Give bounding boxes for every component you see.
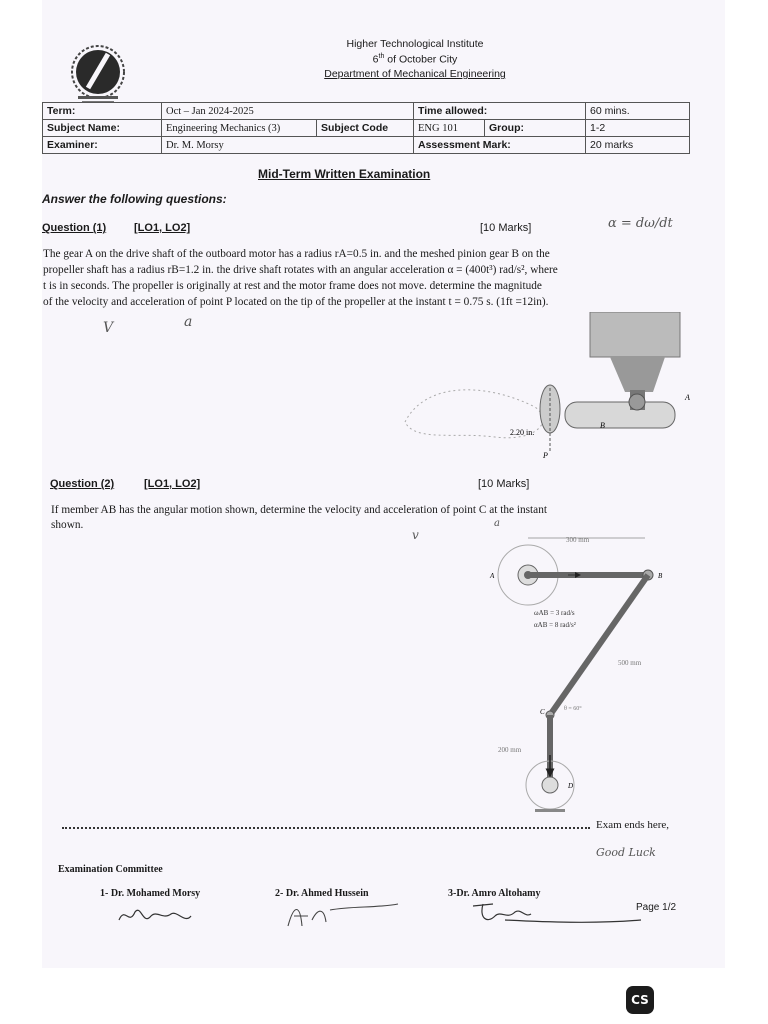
exam-info-table bbox=[42, 102, 690, 154]
label-C: C bbox=[540, 708, 545, 716]
term-label: Term: bbox=[43, 103, 162, 120]
institute-name: Higher Technological Institute bbox=[346, 38, 484, 50]
label-A: A bbox=[490, 572, 495, 580]
subject-label: Subject Name: bbox=[43, 120, 162, 137]
omega-ab: ωAB = 3 rad/s bbox=[534, 609, 575, 617]
alpha-ab: αAB = 8 rad/s² bbox=[534, 621, 576, 629]
examiner-value: Dr. M. Morsy bbox=[162, 137, 414, 154]
city-line: 6th of October City bbox=[372, 53, 458, 66]
good-luck-text: Good Luck bbox=[596, 846, 656, 859]
dim-500: 500 mm bbox=[618, 659, 642, 667]
assessment-mark-value: 20 marks bbox=[586, 137, 690, 154]
q1-lo: [LO1, LO2] bbox=[134, 222, 191, 234]
page-number: Page 1/2 bbox=[636, 902, 677, 913]
theta-60: θ = 60° bbox=[564, 706, 582, 712]
handwritten-a-q2: a bbox=[494, 518, 500, 529]
fig-label-A: A bbox=[685, 393, 690, 402]
fig-label-P: P bbox=[543, 451, 548, 460]
handwritten-a: a bbox=[184, 314, 193, 330]
handwritten-v-q2: v bbox=[412, 528, 419, 542]
q2-label: Question (2) bbox=[50, 478, 115, 490]
committee-title: Examination Committee bbox=[58, 864, 163, 875]
dim-200: 200 mm bbox=[498, 746, 522, 754]
signature-1 bbox=[115, 902, 195, 932]
handwritten-alpha-note: α = dω/dt bbox=[608, 216, 673, 231]
handwritten-v: V bbox=[103, 320, 114, 336]
q2-lo: [LO1, LO2] bbox=[144, 478, 201, 490]
fig-dim-220: 2.20 in. bbox=[510, 428, 535, 437]
group-value: 1-2 bbox=[586, 120, 690, 137]
subject-value: Engineering Mechanics (3) bbox=[162, 120, 317, 137]
institute-logo bbox=[64, 44, 132, 106]
signature-2 bbox=[282, 898, 402, 932]
department-name: Department of Mechanical Engineering bbox=[324, 68, 506, 80]
q2-text-line-1: If member AB has the angular motion shown, determine the velocity and acceleration of point C at the instant bbox=[51, 504, 547, 516]
fig-label-B: B bbox=[600, 421, 605, 430]
group-label: Group: bbox=[485, 120, 586, 137]
label-D: D bbox=[568, 782, 574, 790]
dim-300: 300 mm bbox=[566, 536, 590, 544]
examiner-label: Examiner: bbox=[43, 137, 162, 154]
assessment-mark-label: Assessment Mark: bbox=[414, 137, 586, 154]
exam-ends-text: Exam ends here, bbox=[596, 819, 669, 831]
label-B: B bbox=[658, 572, 663, 580]
subject-code-label: Subject Code bbox=[317, 120, 414, 137]
exam-title: Mid-Term Written Examination bbox=[258, 167, 431, 181]
committee-member-3: 3-Dr. Amro Altohamy bbox=[448, 888, 541, 899]
time-value: 60 mins. bbox=[586, 103, 690, 120]
q1-text-line-2: propeller shaft has a radius rB=1.2 in. the drive shaft rotates with an angular acceleration α = (400t³) rad/s², where bbox=[43, 264, 558, 276]
q1-text-line-1: The gear A on the drive shaft of the outboard motor has a radius rA=0.5 in. and the meshed pinion gear B on the bbox=[43, 248, 550, 260]
q1-marks: [10 Marks] bbox=[480, 222, 532, 234]
q2-text-line-2: shown. bbox=[51, 519, 84, 531]
signature-3 bbox=[465, 898, 645, 928]
term-value: Oct – Jan 2024-2025 bbox=[162, 103, 414, 120]
committee-member-1: 1- Dr. Mohamed Morsy bbox=[100, 888, 201, 899]
q1-text-line-3: t is in seconds. The propeller is originally at rest and the motor frame does not move. determine the magnitude bbox=[43, 280, 542, 292]
instruction: Answer the following questions: bbox=[42, 192, 227, 206]
q1-text-line-4: of the velocity and acceleration of point P located on the tip of the propeller at the instant t = 0.75 s. (1ft =12in). bbox=[43, 296, 549, 308]
subject-code-value: ENG 101 bbox=[414, 120, 485, 137]
camscanner-badge: CS bbox=[626, 986, 654, 1014]
q2-marks: [10 Marks] bbox=[478, 478, 530, 490]
outboard-motor-figure bbox=[395, 312, 690, 462]
time-label: Time allowed: bbox=[414, 103, 586, 120]
committee-member-2: 2- Dr. Ahmed Hussein bbox=[275, 888, 369, 899]
linkage-figure bbox=[480, 530, 690, 830]
q1-label: Question (1) bbox=[42, 222, 107, 234]
exam-end-divider bbox=[62, 827, 590, 829]
